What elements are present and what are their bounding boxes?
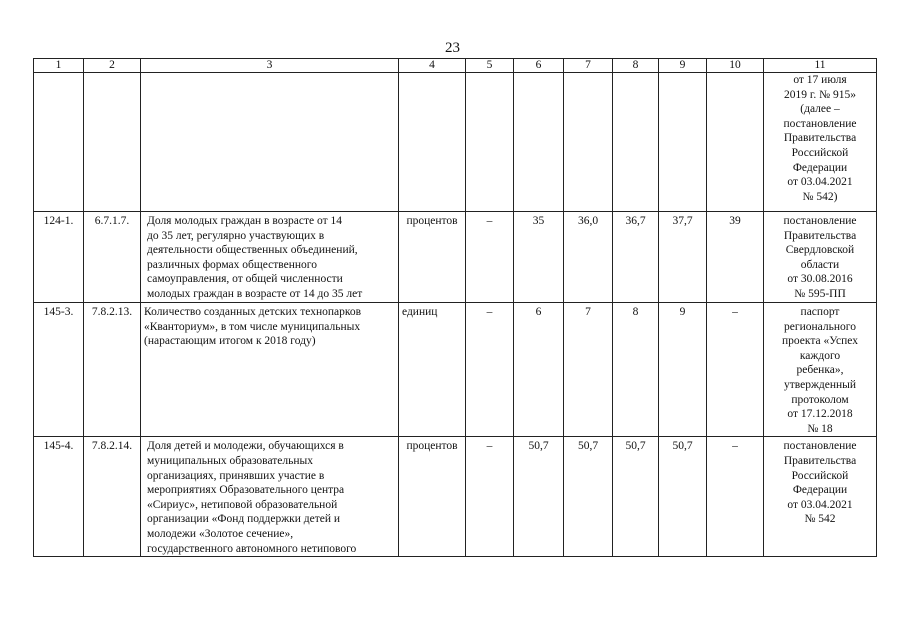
- unit: [399, 73, 466, 212]
- value-cell: [707, 73, 764, 212]
- column-header: 11: [764, 59, 877, 73]
- indicator-code: [84, 73, 141, 212]
- indicator-name: Доля молодых граждан в возрасте от 14 до 35 лет, регулярно участвующих в деятельности общественных объединений, различных формах общественного самоуправления, от общей численности молодых граждан в возрасте от 14 до 35 лет: [141, 212, 399, 303]
- value-cell: [514, 73, 564, 212]
- indicator-code: 6.7.1.7.: [84, 212, 141, 303]
- column-header: 4: [399, 59, 466, 73]
- value-cell: –: [466, 212, 514, 303]
- value-cell: 36,0: [564, 212, 613, 303]
- source-document: от 17 июля 2019 г. № 915» (далее – постановление Правительства Российской Федерации от 03.04.2021 № 542): [764, 73, 877, 212]
- value-cell: 7: [564, 303, 613, 437]
- value-cell: –: [466, 303, 514, 437]
- source-document: постановление Правительства Российской Федерации от 03.04.2021 № 542: [764, 437, 877, 557]
- value-cell: –: [707, 303, 764, 437]
- value-cell: [613, 73, 659, 212]
- unit: единиц: [399, 303, 466, 437]
- value-cell: –: [707, 437, 764, 557]
- value-cell: 8: [613, 303, 659, 437]
- indicator-code: 7.8.2.14.: [84, 437, 141, 557]
- unit: процентов: [399, 437, 466, 557]
- table-row: [34, 437, 877, 557]
- value-cell: 36,7: [613, 212, 659, 303]
- source-document: постановление Правительства Свердловской области от 30.08.2016 № 595-ПП: [764, 212, 877, 303]
- indicator-name: [141, 73, 399, 212]
- page-number: 23: [445, 40, 460, 56]
- value-cell: 50,7: [514, 437, 564, 557]
- table-row: [34, 212, 877, 303]
- column-header: 8: [613, 59, 659, 73]
- column-header: 6: [514, 59, 564, 73]
- table-row: [34, 303, 877, 437]
- row-number: 124-1.: [34, 212, 84, 303]
- table-row: [34, 73, 877, 212]
- value-cell: 6: [514, 303, 564, 437]
- value-cell: 35: [514, 212, 564, 303]
- source-document: паспорт регионального проекта «Успех каждого ребенка», утвержденный протоколом от 17.12.2018 № 18: [764, 303, 877, 437]
- indicator-name: Количество созданных детских технопарков «Кванториум», в том числе муниципальных (нарастающим итогом к 2018 году): [141, 303, 399, 437]
- value-cell: 9: [659, 303, 707, 437]
- value-cell: 37,7: [659, 212, 707, 303]
- column-header: 5: [466, 59, 514, 73]
- indicator-code: 7.8.2.13.: [84, 303, 141, 437]
- header-row: [34, 59, 877, 73]
- value-cell: 50,7: [659, 437, 707, 557]
- value-cell: 50,7: [564, 437, 613, 557]
- column-header: 1: [34, 59, 84, 73]
- value-cell: [466, 73, 514, 212]
- column-header: 10: [707, 59, 764, 73]
- row-number: 145-3.: [34, 303, 84, 437]
- value-cell: 50,7: [613, 437, 659, 557]
- indicators-table: [33, 58, 877, 557]
- unit: процентов: [399, 212, 466, 303]
- column-header: 9: [659, 59, 707, 73]
- value-cell: –: [466, 437, 514, 557]
- value-cell: [659, 73, 707, 212]
- value-cell: 39: [707, 212, 764, 303]
- indicator-name: Доля детей и молодежи, обучающихся в муниципальных образовательных организациях, принявших участие в мероприятиях Образовательного центра «Сириус», нетиповой образовательной организации «Фонд поддержки детей и молодежи «Золотое сечение», государственного автономного нетипового: [141, 437, 399, 557]
- row-number: 145-4.: [34, 437, 84, 557]
- value-cell: [564, 73, 613, 212]
- row-number: [34, 73, 84, 212]
- column-header: 3: [141, 59, 399, 73]
- column-header: 2: [84, 59, 141, 73]
- column-header: 7: [564, 59, 613, 73]
